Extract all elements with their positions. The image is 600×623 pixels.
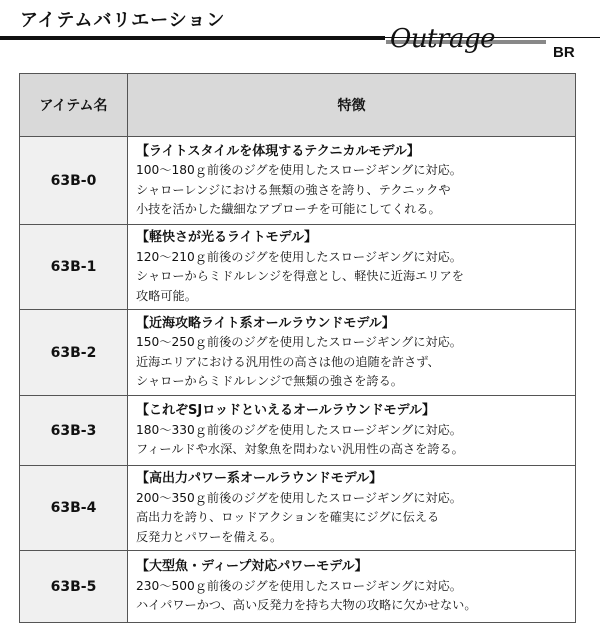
table-row (20, 466, 576, 551)
item-name-cell: 63B-4 (20, 466, 128, 551)
feature-description-line: 180〜330ｇ前後のジグを使用したスロージギングに対応。 (136, 422, 462, 437)
item-features-cell (128, 466, 576, 551)
item-features-cell (128, 396, 576, 466)
table-header-row (20, 74, 576, 137)
feature-title: 【軽快さが光るライトモデル】 (136, 230, 317, 245)
item-name-cell: 63B-2 (20, 310, 128, 396)
feature-title: 【これぞSJロッドといえるオールラウンドモデル】 (136, 403, 436, 419)
table-row (20, 396, 576, 466)
table-row (20, 310, 576, 396)
table-row (20, 225, 576, 310)
brand-logo-sub: BR (553, 44, 575, 61)
column-header-item-name: アイテム名 (20, 74, 128, 137)
feature-description-line: 高出力を誇り、ロッドアクションを確実にジグに伝える (136, 510, 440, 524)
column-header-features: 特徴 (128, 74, 576, 137)
feature-description-line: ハイパワーかつ、高い反発力を持ち大物の攻略に欠かせない。 (136, 598, 477, 613)
table-row (20, 551, 576, 623)
item-name-cell: 63B-3 (20, 396, 128, 466)
table-row (20, 137, 576, 225)
item-name-cell: 63B-1 (20, 225, 128, 310)
item-name-cell: 63B-5 (20, 551, 128, 623)
header-rule (0, 36, 385, 40)
feature-description-line: シャローレンジにおける無類の強さを誇り、テクニックや (136, 182, 451, 197)
feature-description-line: 小技を活かした繊細なアプローチを可能にしてくれる。 (136, 202, 441, 216)
feature-description-line: 100〜180ｇ前後のジグを使用したスロージギングに対応。 (136, 163, 462, 177)
feature-title: 【高出力パワー系オールラウンドモデル】 (136, 471, 383, 486)
feature-description-line: 230〜500ｇ前後のジグを使用したスロージギングに対応。 (136, 578, 462, 593)
feature-description-line: 120〜210ｇ前後のジグを使用したスロージギングに対応。 (136, 249, 462, 264)
feature-title: 【大型魚・ディープ対応パワーモデル】 (136, 559, 368, 575)
page-title: アイテムバリエーション (20, 10, 226, 31)
item-features-cell (128, 551, 576, 623)
feature-title: 【ライトスタイルを体現するテクニカルモデル】 (136, 143, 420, 159)
feature-description-line: シャローからミドルレンジを得意とし、軽快に近海エリアを (136, 269, 464, 283)
item-name-cell: 63B-0 (20, 137, 128, 225)
item-features-cell (128, 137, 576, 225)
feature-description-line: 200〜350ｇ前後のジグを使用したスロージギングに対応。 (136, 490, 462, 505)
item-features-cell (128, 225, 576, 310)
brand-logo: Outrage (390, 24, 495, 54)
item-variation-table (19, 73, 576, 623)
feature-description-line: 攻略可能。 (136, 288, 197, 303)
feature-title: 【近海攻略ライト系オールラウンドモデル】 (136, 315, 395, 331)
feature-description-line: シャローからミドルレンジで無類の強さを誇る。 (136, 374, 403, 388)
feature-description-line: フィールドや水深、対象魚を問わない汎用性の高さを誇る。 (136, 442, 464, 457)
feature-description-line: 150〜250ｇ前後のジグを使用したスロージギングに対応。 (136, 335, 462, 349)
feature-description-line: 近海エリアにおける汎用性の高さは他の追随を許さず、 (136, 354, 440, 369)
feature-description-line: 反発力とパワーを備える。 (136, 529, 283, 544)
item-features-cell (128, 310, 576, 396)
